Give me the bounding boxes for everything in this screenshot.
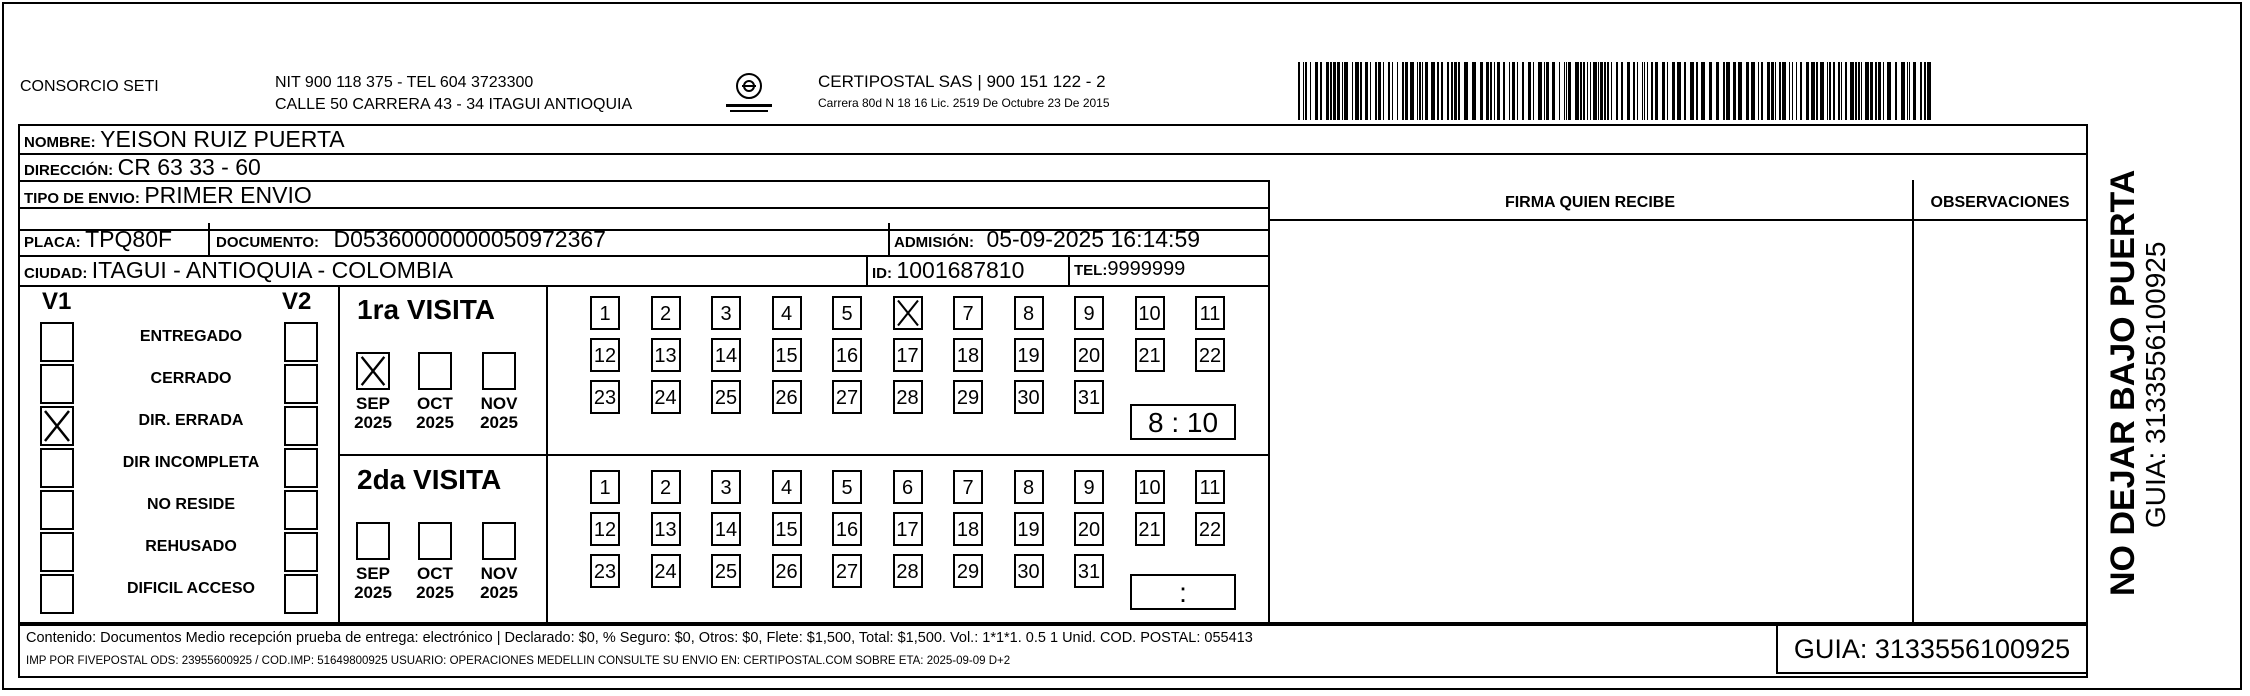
day-box[interactable]: 16 [832,338,862,372]
day-box[interactable]: 9 [1074,296,1104,330]
day-box[interactable]: 28 [893,380,923,414]
v2-checkbox[interactable] [284,448,318,488]
day-box[interactable]: 8 [1014,296,1044,330]
day-box[interactable]: 11 [1195,296,1225,330]
company-name: CONSORCIO SETI [20,78,159,95]
documento-value: D05360000000050972367 [333,226,606,252]
day-box[interactable]: 3 [711,296,741,330]
day-box[interactable]: 30 [1014,554,1044,588]
tel-field [1074,258,1185,281]
v1-checkbox[interactable] [40,574,74,614]
day-box[interactable]: 22 [1195,512,1225,546]
day-box[interactable]: 17 [893,338,923,372]
day-box[interactable]: 11 [1195,470,1225,504]
footer-imp: IMP POR FIVEPOSTAL ODS: 23955600925 / COD.IMP: 51649800925 USUARIO: OPERACIONES MEDELLIN CONSULTE SU ENVIO EN: CERTIPOSTAL.COM SOBRE ETA: 2025-09-09 D+2 [26,655,1011,667]
day-box[interactable]: 21 [1135,512,1165,546]
day-box[interactable]: 15 [772,338,802,372]
tipo-value: PRIMER ENVIO [144,182,312,208]
day-box[interactable]: 2 [651,470,681,504]
day-box[interactable]: 2 [651,296,681,330]
id-field [872,257,1024,284]
day-box[interactable]: 19 [1014,338,1044,372]
day-box[interactable]: 1 [590,470,620,504]
v2-header: V2 [282,288,312,315]
day-box[interactable]: 15 [772,512,802,546]
guia-box: GUIA: 3133556100925 [1776,624,2088,674]
month-checkbox-sep[interactable] [356,522,390,560]
day-box[interactable]: 26 [772,554,802,588]
status-label: DIFICIL ACCESO [126,580,255,597]
day-box[interactable]: 23 [590,554,620,588]
v1-header: V1 [42,288,72,315]
certipostal-line: CERTIPOSTAL SAS | 900 151 122 - 2 [818,72,1106,91]
day-box[interactable]: 24 [651,554,681,588]
day-box[interactable]: 16 [832,512,862,546]
nombre-value: YEISON RUIZ PUERTA [100,126,345,152]
barcode [1298,62,1934,120]
v2-checkbox[interactable] [284,322,318,362]
license-line: Carrera 80d N 18 16 Lic. 2519 De Octubre 23 De 2015 [818,96,1110,110]
tel-label: TEL: [1074,262,1108,279]
day-box[interactable] [893,296,923,330]
day-box[interactable]: 23 [590,380,620,414]
placa-value: TPQ80F [85,226,173,252]
address-line: CALLE 50 CARRERA 43 - 34 ITAGUI ANTIOQUIA [275,96,633,113]
id-value: 1001687810 [896,257,1025,283]
status-label: ENTREGADO [139,328,243,345]
day-box[interactable]: 18 [953,338,983,372]
v1-checkbox[interactable] [40,532,74,572]
month-checkbox-nov[interactable] [482,352,516,390]
documento-label: DOCUMENTO: [216,234,320,251]
ciudad-label: CIUDAD: [24,265,88,282]
day-box[interactable]: 29 [953,554,983,588]
documento-field [216,226,606,253]
tipo-field [24,182,312,209]
tipo-label: TIPO DE ENVIO: [24,190,140,207]
day-box[interactable]: 13 [651,338,681,372]
id-label: ID: [872,265,892,282]
v2-checkbox[interactable] [284,532,318,572]
day-box[interactable]: 4 [772,296,802,330]
direccion-field [24,154,261,181]
day-box[interactable]: 10 [1135,296,1165,330]
status-label: REHUSADO [145,538,237,555]
month-checkbox-sep[interactable] [356,352,390,390]
company-info [275,72,632,116]
day-box[interactable]: 19 [1014,512,1044,546]
month-label: OCT 2025 [416,564,454,602]
day-box[interactable]: 20 [1074,338,1104,372]
day-box[interactable]: 12 [590,512,620,546]
v2-checkbox[interactable] [284,490,318,530]
day-box[interactable]: 27 [832,380,862,414]
visit2-time: : [1130,574,1236,610]
day-box[interactable]: 5 [832,296,862,330]
v1-checkbox[interactable] [40,490,74,530]
visit1-title: 1ra VISITA [357,294,495,325]
day-box[interactable]: 24 [651,380,681,414]
tel-value: 9999999 [1107,258,1186,280]
placa-field [24,226,172,253]
day-box[interactable]: 5 [832,470,862,504]
day-box[interactable]: 3 [711,470,741,504]
day-box[interactable]: 14 [711,338,741,372]
day-box[interactable]: 29 [953,380,983,414]
direccion-label: DIRECCIÓN: [24,162,114,179]
day-box[interactable]: 13 [651,512,681,546]
month-label: OCT 2025 [416,394,454,432]
month-label: NOV 2025 [480,564,518,602]
month-label: NOV 2025 [480,394,518,432]
placa-label: PLACA: [24,234,81,251]
status-label: DIR INCOMPLETA [122,454,260,471]
visit1-time: 8 : 10 [1130,404,1236,440]
day-box[interactable]: 7 [953,470,983,504]
nombre-label: NOMBRE: [24,134,96,151]
direccion-value: CR 63 33 - 60 [117,154,261,180]
day-box[interactable]: 25 [711,380,741,414]
day-box[interactable]: 9 [1074,470,1104,504]
day-box[interactable]: 30 [1014,380,1044,414]
month-label: SEP 2025 [354,564,392,602]
certipostal-logo [718,70,780,120]
status-label: CERRADO [150,370,232,387]
month-label: SEP 2025 [354,394,392,432]
day-box[interactable]: 6 [893,470,923,504]
visit2-title: 2da VISITA [357,464,502,495]
admision-value: 05-09-2025 16:14:59 [986,226,1201,252]
ciudad-value: ITAGUI - ANTIOQUIA - COLOMBIA [91,257,454,283]
day-box[interactable]: 8 [1014,470,1044,504]
month-checkbox-nov[interactable] [482,522,516,560]
status-label: NO RESIDE [146,496,235,513]
day-box[interactable]: 25 [711,554,741,588]
status-label: DIR. ERRADA [138,412,244,429]
v1-checkbox[interactable] [40,322,74,362]
v2-checkbox[interactable] [284,406,318,446]
nit-line: NIT 900 118 375 - TEL 604 3723300 [275,74,534,91]
v1-checkbox[interactable] [40,364,74,404]
admision-field [894,226,1200,253]
day-box[interactable]: 27 [832,554,862,588]
day-box[interactable]: 7 [953,296,983,330]
month-checkbox-oct[interactable] [418,352,452,390]
day-box[interactable]: 28 [893,554,923,588]
day-box[interactable]: 1 [590,296,620,330]
observaciones-header: OBSERVACIONES [1930,194,2070,211]
nombre-field [24,126,345,153]
month-checkbox-oct[interactable] [418,522,452,560]
day-box[interactable]: 22 [1195,338,1225,372]
day-box[interactable]: 20 [1074,512,1104,546]
day-box[interactable]: 21 [1135,338,1165,372]
day-box[interactable]: 12 [590,338,620,372]
firma-header: FIRMA QUIEN RECIBE [1504,194,1676,211]
day-box[interactable]: 26 [772,380,802,414]
v2-checkbox[interactable] [284,574,318,614]
v1-checkbox[interactable] [40,448,74,488]
side-warning: NO DEJAR BAJO PUERTA [2104,169,2142,596]
v2-checkbox[interactable] [284,364,318,404]
day-box[interactable]: 4 [772,470,802,504]
admision-label: ADMISIÓN: [894,234,974,251]
footer-content: Contenido: Documentos Medio recepción prueba de entrega: electrónico | Declarado: $0, % Seguro: $0, Otros: $0, Flete: $1,500, Total: $1,500. Vol.: 1*1*1. 0.5 1 Unid. COD. POSTAL: 055413 [26,630,1253,646]
day-box[interactable]: 17 [893,512,923,546]
day-box[interactable]: 31 [1074,554,1104,588]
day-box[interactable]: 10 [1135,470,1165,504]
side-guia: GUIA: 3133556100925 [2140,241,2171,528]
day-box[interactable]: 31 [1074,380,1104,414]
day-box[interactable]: 18 [953,512,983,546]
ciudad-field [24,257,453,284]
day-box[interactable]: 14 [711,512,741,546]
v1-checkbox[interactable] [40,406,74,446]
